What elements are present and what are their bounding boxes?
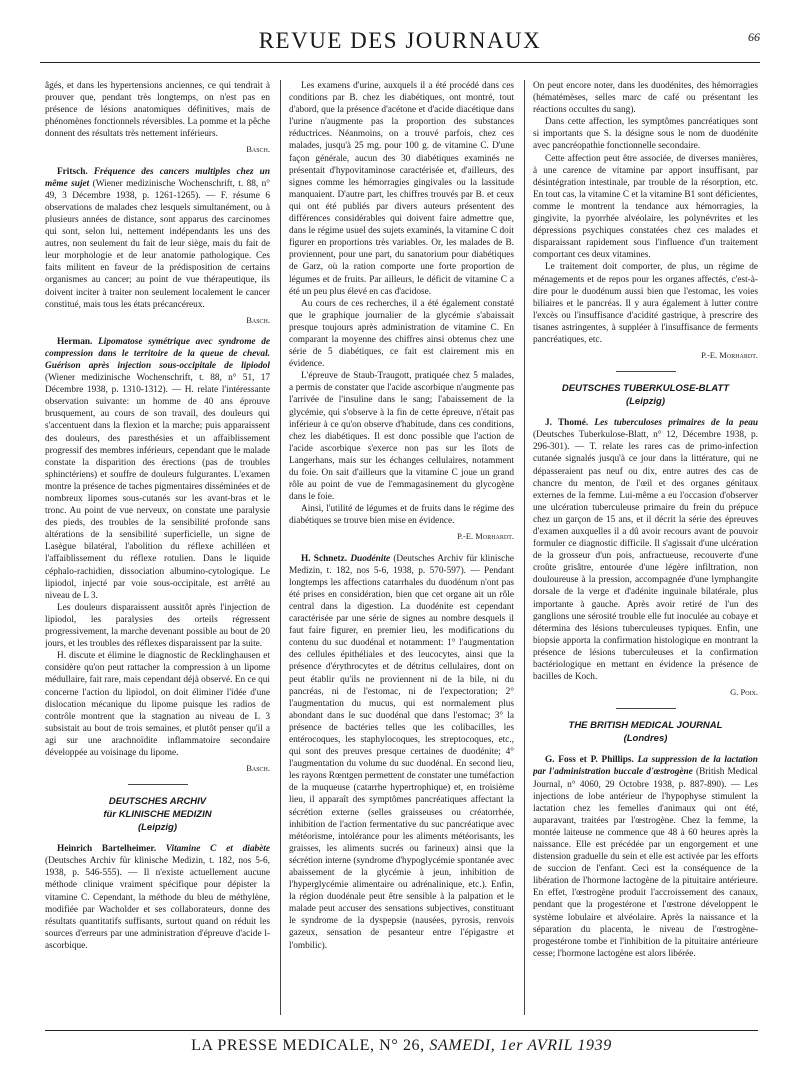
paragraph: On peut encore noter, dans les duodénites, des hémorragies (hématémèses, selles marc de café ou présentant les réactions occultes du sang).	[533, 81, 758, 116]
article-bartelheimer	[45, 843, 270, 952]
article-author: J. Thomé.	[545, 418, 589, 429]
paragraph: âgés, et dans les hypertensions anciennes, ce qui tendrait à prouver que, pendant très longtemps, on n'est pas en présence de lésions anatomiques définitives, mais de phénomènes fonctionnels réversibles. La pomme et la pêche donnent des résultats très nettement inférieurs.	[45, 81, 270, 140]
paragraph: Le traitement doit comporter, de plus, un régime de ménagements et de repos pour les organes affectés, c'est-à-dire pour le duodénum aussi bien que l'estomac, les voies biliaires et le pancréas. Il y aura également à lutter contre l'excès ou l'insuffisance d'acidité gastrique, à prescrire des tisanes astringentes, à suppléer à l'insuffisance de ferments pancréatiques, etc.	[533, 262, 758, 345]
section-title: DEUTSCHES ARCHIV	[108, 796, 207, 808]
signature: P.-E. Morhardt.	[701, 350, 758, 361]
section-title: THE BRITISH MEDICAL JOURNAL	[568, 720, 723, 732]
section-rule	[616, 708, 676, 709]
paragraph: Cette affection peut être associée, de diverses manières, à une carence de vitamine par apport insuffisant, par désintégration intestinale, par trouble de la résorption, etc. En tout cas, la vitamine C et la vitamine B1 sont déficientes, comme le montrent la tendance aux hémorragies, la gingivite, la pyorrhée alvéolaire, les polynévrites et les dépressions psychiques constatées chez ces malades et disparaissant rapidement sous l'influence d'un traitement comportant ces deux vitamines.	[533, 153, 758, 261]
article-body: (Wiener medizinische Wochenschrift, t. 88, n° 51, 17 Décembre 1938, p. 1310-1312). — H. relate l'intéressante observation suivante: un homme de 40 ans éprouve brusquement, au cours de son travail, des douleurs qui s'accentuent dans la flexion et la marche; puis apparaissent des douleurs, des paresthésies et un affaiblissement progressif des membres inférieurs, cependant que le malade constate la disparition des érections (pas de troubles sphinctériens) et souffre de douleurs fulgurantes. L'examen montre la présence de taches pigmentaires disséminées et de nombreux lipomes sous-cutanés sur les avant-bras et le tronc. Au point de vue nerveux, on constate une paralysie des pieds, des troubles de la sensibilité profonde sans altérations de la sensibilité superficielle, un signe de Lasègue bilatéral, l'abolition du réflexe achilléen et l'affaiblissement du réflexe rotulien. Dans le liquide céphalo-rachidien, dissociation albumino-cytologique. Le lipiodol, injecté par voie sous-occipitale, est arrêté au niveau de L 3.	[45, 373, 270, 601]
signature: Basch.	[246, 314, 270, 325]
column-divider-1	[280, 80, 281, 1015]
signature: Basch.	[246, 144, 270, 155]
article-schnetz	[289, 553, 514, 952]
column-3	[533, 80, 758, 1015]
article-foss-phillips	[533, 754, 758, 960]
article-author: G. Foss et P. Phillips.	[545, 755, 634, 766]
section-city: (Londres)	[623, 733, 668, 745]
section-rule	[616, 371, 676, 372]
section-city: (Leipzig)	[137, 822, 178, 834]
journal-header-title: REVUE DES JOURNAUX	[258, 28, 542, 53]
signature: G. Poix.	[730, 687, 758, 698]
column-2	[289, 80, 514, 1015]
article-body: (Deutsches Archiv für klinische Medizin, t. 182, nos 5-6, 1938, p. 570-597). — Pendant longtemps les affections catarrhales du duodénum n'ont pas été prises en considération, bien que cet organe ait un rôle central dans la digestion. La duodénite est cependant caractérisée par une série de signes au nombre desquels il faut faire figurer, en premier lieu, les modifications du contenu du suc duodénal et notamment: 1° l'augmentation des cellules épithéliales et des leucocytes, ainsi que la présence d'érythrocytes et de détritus cellulaires, dont on peut établir qu'ils ne proviennent ni de la bile, ni du pancréas, ni de l'estomac, ni de l'expectoration; 2° l'augmentation du mucus, qui est normalement plus abondant dans le suc duodénal que dans l'estomac; 3° la présence de bactéries telles que les colibacilles, les entérocoques, les staphylocoques, les streptocoques, etc., qui sont des preuves presque certaines de duodénite; 4° l'augmentation du volume du suc duodénal. En second lieu, les rayons Rœntgen permettent de constater une tuméfaction de la muqueuse (catarrhe hypertrophique) et, en troisième lieu, il apparaît des symptômes pancréatiques affectant la sécrétion externe (selles graisseuses ou créatorrhée, inhibition de l'action fermentative du suc pancréatique avec météorisme, intolérance pour les aliments météorisants, les graisses, les aliments sucrés ou farineux) ainsi que la sécrétion interne (syndrome d'hypoglycémie spontanée avec abaissement de la glycémie à jeun, inhibition de l'hyperglycémie alimentaire ou adrénalinique, etc.). Enfin, la région duodénale peut être sensible à la palpation et le malade peut accuser des sensations subjectives, constituant le syndrome de la dyspepsie (nausées, pyrosis, renvois gazeux, sensation de pesanteur entre l'épigastre et l'ombilic).	[289, 553, 514, 951]
article-author: Heinrich Bartelheimer.	[57, 844, 157, 855]
article-body: (Wiener medizinische Wochenschrift, t. 88, n° 49, 3 Décembre 1938, p. 1261-1265). — F. résume 6 observations de malades chez lesquels simultanément, ou à plusieurs années de distance, sont apparus des carcinomes qui sont, selon lui, nettement indépendants les uns des autres, non seulement du fait de leur siège, mais du fait de leur morphologie et de leur anatomie pathologique. Ces faits militent en faveur de la prédisposition de certains organismes au cancer; au point de vue thérapeutique, ils doivent inciter à traiter non seulement localement le cancer constitué, mais tous les états précancéreux.	[45, 178, 270, 310]
header-rule	[40, 62, 760, 63]
page-number: 66	[748, 30, 760, 44]
paragraph: L'épreuve de Staub-Traugott, pratiquée chez 5 malades, a permis de constater que l'acide ascorbique n'augmente pas l'arrivée de l'insuline dans le sang; l'abaissement de la glycémie, qui s'observe à la fin de cette épreuve, n'était pas inférieur à ce qu'on observe d'habitude, dans ces conditions, chez les diabétiques. Il est donc possible que l'action de l'acide ascorbique s'exerce non pas sur les îlots de Langerhans, mais sur les échanges cellulaires, notamment du foie. On sait d'ailleurs que la vitamine C joue un grand rôle au point de vue de l'emmagasinement du glycogène dans le foie.	[289, 371, 514, 503]
article-author: Herman.	[57, 336, 93, 347]
paragraph: Ainsi, l'utilité de légumes et de fruits dans le régime des diabétiques se trouve bien mise en évidence.	[289, 504, 514, 527]
article-columns	[45, 80, 758, 1015]
article-author: Fritsch.	[57, 166, 88, 177]
column-1	[45, 80, 270, 1015]
footer-rule	[45, 1030, 758, 1031]
page-footer	[45, 1030, 758, 1060]
article-fritsch	[45, 166, 270, 311]
article-author: H. Schnetz.	[301, 553, 348, 564]
paragraph: H. discute et élimine le diagnostic de Recklinghausen et considère qu'on peut rattacher la compression à un lipome médullaire, fait rare, mais cependant déjà observé. En ce qui concerne l'action du lipiodol, on doit éliminer l'idée d'une dislocation mécanique du lipome puisque les radios de contrôle montrent que la stagnation au niveau de L 3 subsistait au bout de trois semaines, et plutôt penser qu'il a agi sur une arachnoïdite inflammatoire secondaire développée au voisinage du lipome.	[45, 651, 270, 758]
paragraph: Les examens d'urine, auxquels il a été procédé dans ces conditions par B. chez les diabétiques, ont montré, tout d'abord, que la présence d'acétone et d'acide diacétique dans l'urine n'augmente pas la proportion des substances réductrices. Néanmoins, on a trouvé parfois, chez ces malades, jusqu'à 25 mg. pour 100 g. de vitamine C. D'une façon générale, aucun des 30 diabétiques examinés ne présentait d'hypovitaminose caractérisée et, d'ailleurs, des signes comme les hémorragies gingivales ou la lassitude manquaient. D'autre part, les chiffres trouvés par B. et ceux qui ont été publiés par divers auteurs présentent des différences considérables qui doivent faire admettre que, dans le régime usuel des sujets examinés, la vitamine C doit figurer en proportions très variables. Or, les malades de B. proviennent, pour une part, du sanatorium pour diabétiques de Garz, où la ration comporte une forte proportion de légumes et de fruits. Par ailleurs, le déficit de vitamine C a été un peu plus élevé en cas d'acidose.	[289, 81, 514, 297]
paragraph: Dans cette affection, les symptômes pancréatiques sont si importants que S. la désigne sous le nom de duodénite avec pancréopathie fonctionnelle secondaire.	[533, 117, 758, 152]
article-body: (British Medical Journal, n° 4060, 29 Octobre 1938, p. 887-890). — Les injections de lobe antérieur de l'hypophyse stimulent la lactation chez les femelles d'animaux qui ont été, auparavant, traitées par l'œstrogène. Chez la femme, la montée laiteuse ne commence que 48 à 60 heures après la naissance. Elle est précédée par un engorgement et une distension graduelle du sein et elle est activée par les efforts de succion de l'enfant. Ceci est la conséquence de la libération de l'hormone lactogène de la pituitaire antérieure. En effet, l'œstrogène produit l'accroissement des canaux, pendant que la progestérone et l'œstrone développent le système lobulaire et alvéolaire. Après la naissance et la séparation du placenta, le niveau de l'œstrogène-progestérone tombe et l'inhibition de la pituitaire antérieure cesse; l'hormone lactogène est alors libérée.	[533, 767, 758, 959]
article-thome	[533, 417, 758, 683]
page-header	[40, 22, 760, 62]
article-body: (Deutsches Tuberkulose-Blatt, n° 12, Décembre 1938, p. 296-301). — T. relate les rares cas de primo-infection cutanée signalés jusqu'à ce jour dans la littérature, qui ne dépasseraient pas neuf ou dix, entre autres des cas de chancre du menton, de l'œil et des organes génitaux externes de la femme. Lui-même a eu l'occasion d'observer une ulcération tuberculeuse primaire du frein du prépuce chez un garçon de 15 ans, et il décrit la série des épreuves d'examen auxquelles il a dû avoir recours avant de pouvoir formuler ce diagnostic difficile. Il s'agissait d'une ulcération de la grosseur d'un pois, anfractueuse, recouverte d'une croûte grisâtre, entourée d'une légère infiltration, non douloureuse à la pression, accompagnée d'une lymphangite dorsale de la verge et d'adénite inguinale bilatérale, plus importante à gauche. Après avoir retiré de l'un des ganglions une sérosité trouble elle fut inoculée au cobaye et détermina des lésions tuberculeuses typiques. Enfin, une biopsie apporta la confirmation histologique en montrant la présence de lésions tuberculeuses et la confirmation bactériologique en mettant en évidence la présence de bacilles de Koch.	[533, 430, 758, 683]
article-title: Les tuberculoses primaires de la peau	[594, 418, 758, 429]
section-title: DEUTSCHES TUBERKULOSE-BLATT	[561, 383, 730, 395]
signature: P.-E. Morhardt.	[457, 531, 514, 542]
article-title: Duodénite	[350, 553, 391, 564]
article-title: Vitamine C et diabète	[165, 844, 270, 855]
paragraph: Au cours de ces recherches, il a été également constaté que le graphique journalier de la glycémie s'abaissait presque toujours après administration de vitamine C. En comparant la moyenne des chiffres ainsi obtenus chez une série de 5 diabétiques, ce fait est clairement mis en évidence.	[289, 298, 514, 370]
footer-text	[45, 1037, 758, 1055]
footer-date: SAMEDI, 1er AVRIL 1939	[429, 1037, 612, 1054]
article-title: La suppression de la lactation par l'administration buccale d'œstrogène	[533, 755, 758, 778]
article-title: Lipomatose symétrique avec syndrome de compression dans le territoire de la queue de cheval. Guérison après injection sous-occipitale de lipiodol	[45, 336, 270, 371]
article-body: (Deutsches Archiv für klinische Medizin, t. 182, nos 5-6, 1938, p. 546-555). — Il n'existe actuellement aucune méthode clinique vraiment spécifique pour dépister la vitamine C. Cependant, la méthode du bleu de méthylène, modifiée par Wacholder et ses collaborateurs, donne des résultats quantitatifs suffisants, surtout quand on réduit les sources d'erreurs par une administration d'épreuve d'acide l-ascorbique.	[45, 856, 270, 951]
paragraph: Les douleurs disparaissent aussitôt après l'injection de lipiodol, les paralysies des orteils régressent progressivement, la marche devenant possible au bout de 20 jours, et les troubles des réflexes disparaissent par la suite.	[45, 602, 270, 650]
section-rule	[128, 784, 188, 785]
footer-journal: LA PRESSE MEDICALE, N° 26,	[191, 1037, 425, 1054]
article-herman	[45, 336, 270, 602]
section-city: (Leipzig)	[625, 396, 666, 408]
section-title-line2: für KLINISCHE MEDIZIN	[103, 809, 212, 821]
signature: Basch.	[246, 763, 270, 774]
column-divider-2	[524, 80, 525, 1015]
article-title: Fréquence des cancers multiples chez un même sujet	[45, 166, 270, 189]
